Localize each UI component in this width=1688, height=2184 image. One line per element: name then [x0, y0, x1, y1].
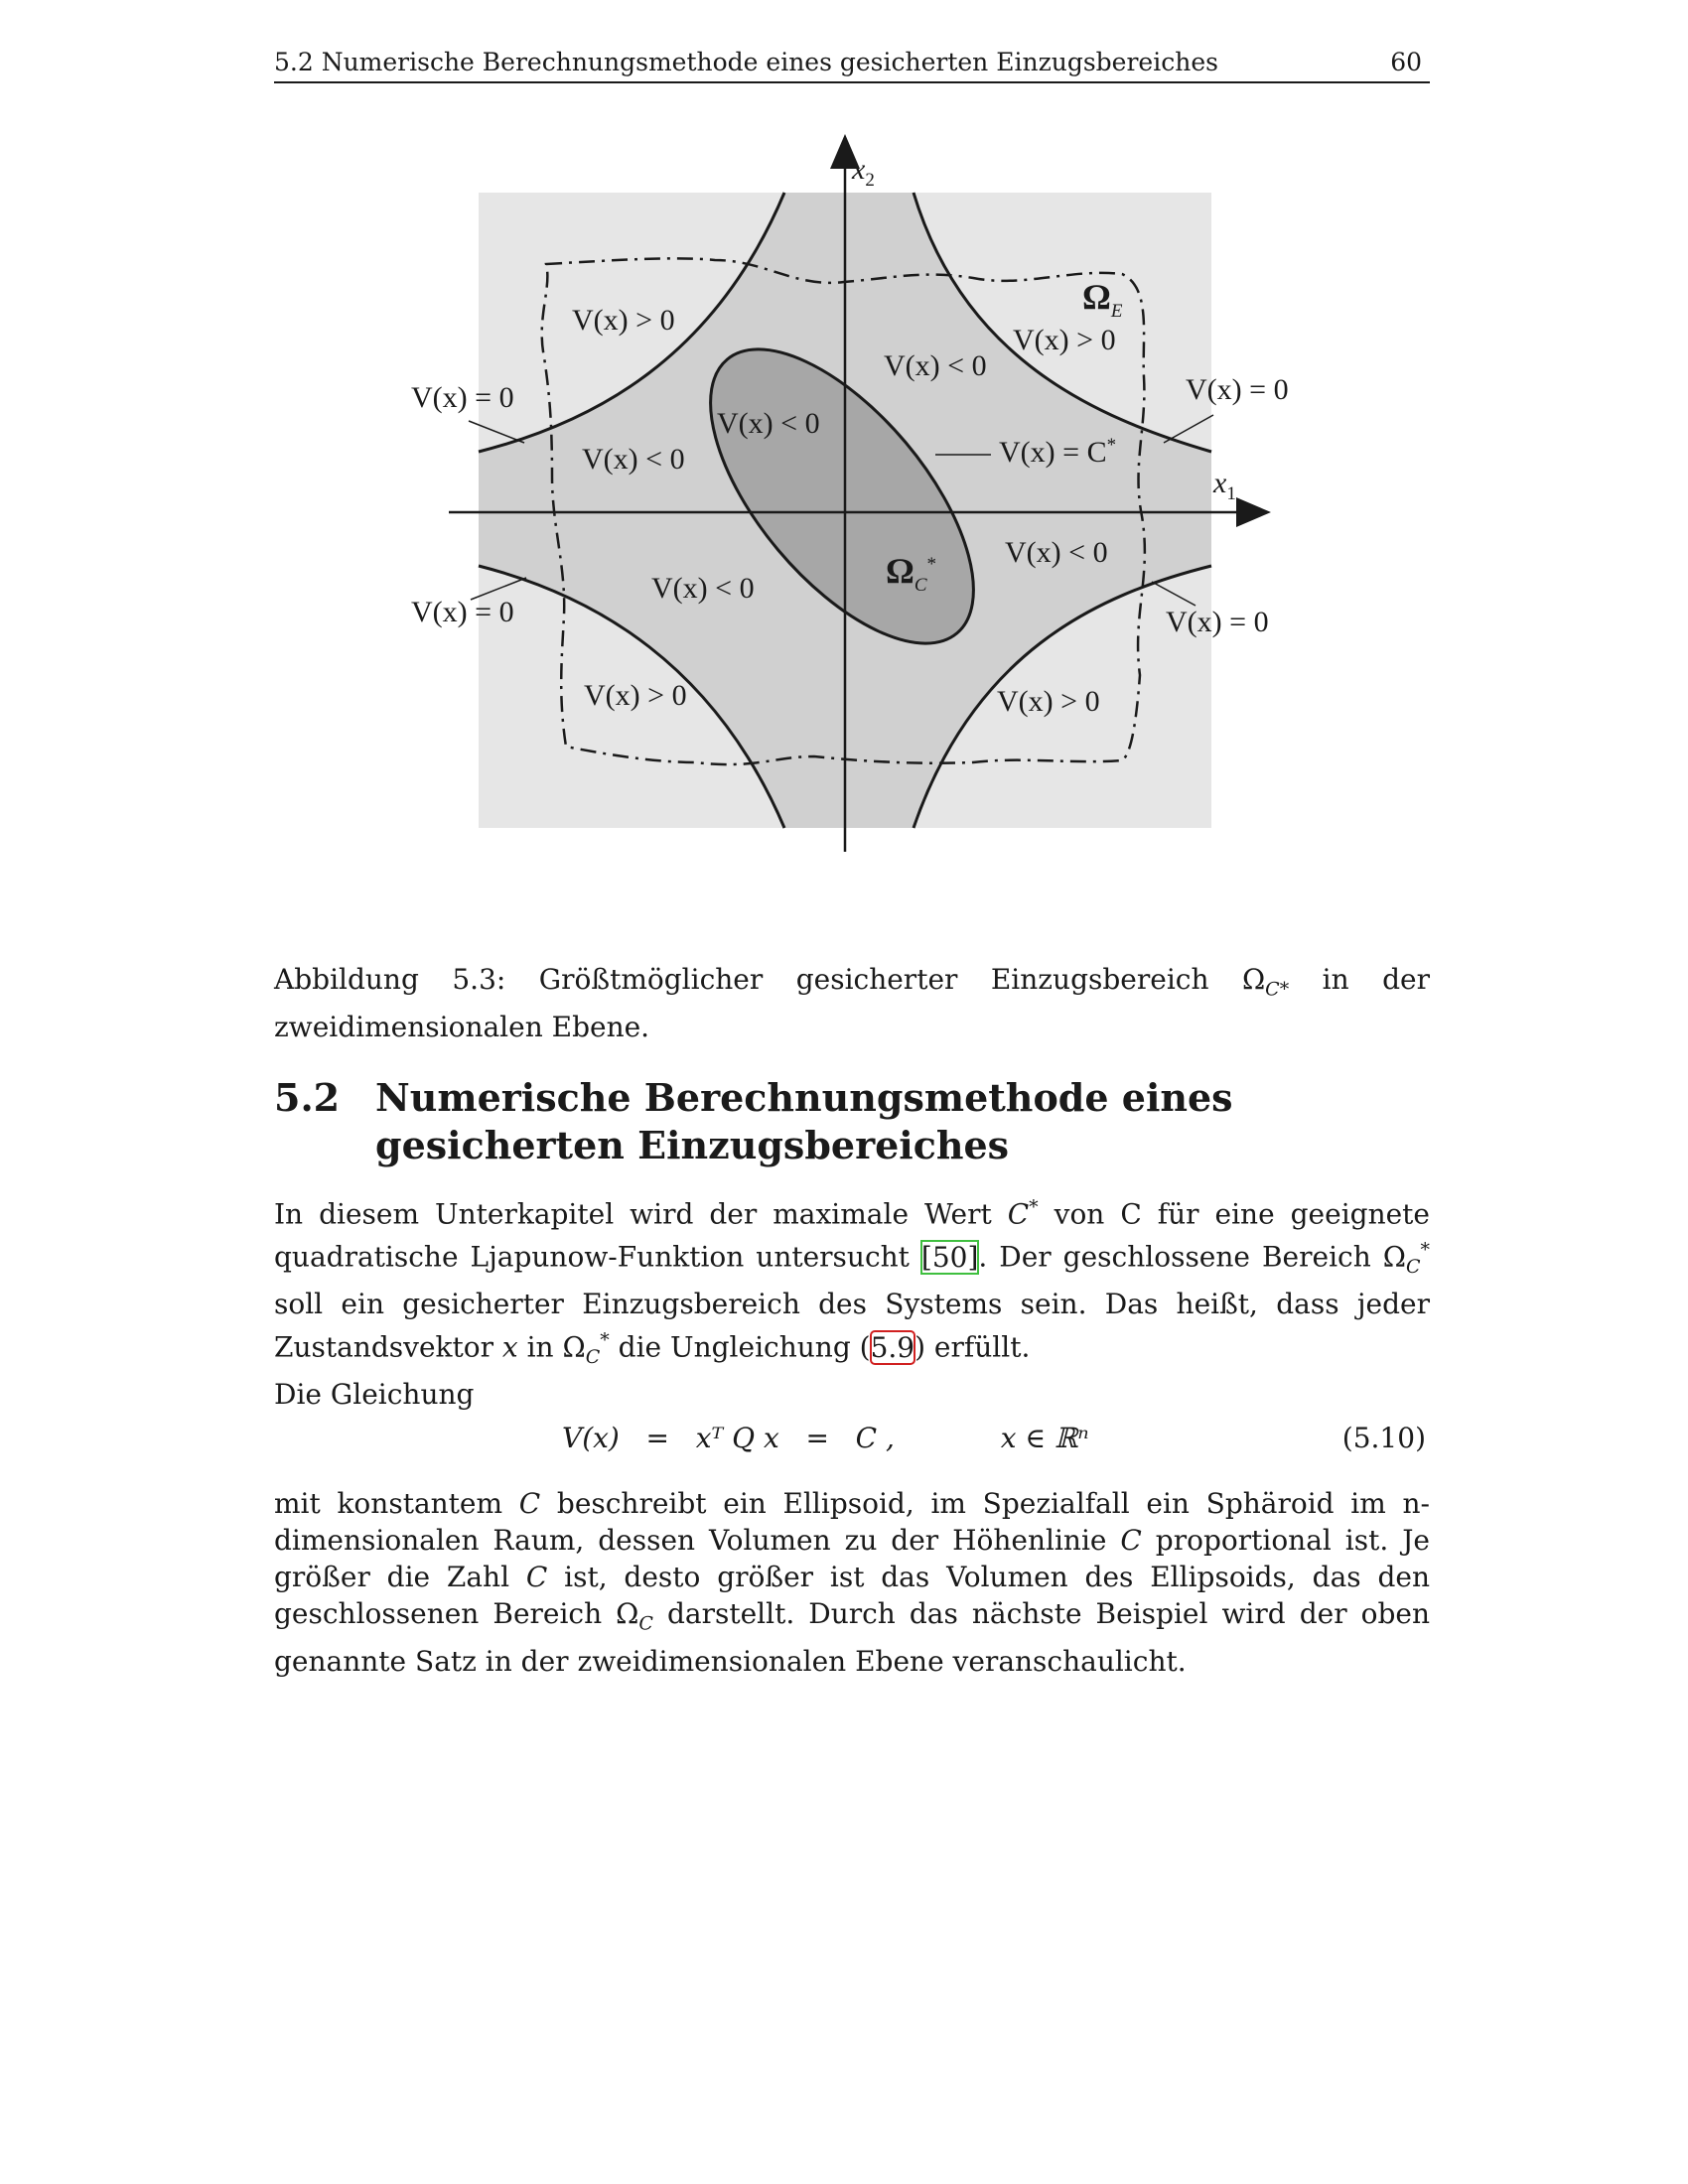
paragraph-intro: In diesem Unterkapitel wird der maximale Wert C* von C für eine geeignete quadratische Ljapunow-Funktion untersucht [50]. Der geschlossene Bereich $\Omega_C^*$ soll ein gesicherter Einzugsbereich des Systems sein. Das heißt, dass jeder Zustandsvektor x in $\Omega_C^*$ die Ungleichung (5.9) erfüllt. — [274, 1196, 1431, 1369]
label-vdot-lt-left: V(x) < 0 — [582, 443, 685, 476]
label-vdot-gt-top-left: V(x) > 0 — [572, 304, 675, 337]
section-number: 5.2 — [274, 1075, 341, 1120]
label-vdot-eq-bottom-right: V(x) = 0 — [1166, 606, 1269, 638]
citation-link[interactable]: [50] — [920, 1240, 979, 1274]
equation-body: V(x) = xᵀ Q x = C , x ∈ ℝⁿ — [562, 1422, 1089, 1454]
equation-number: (5.10) — [1341, 1422, 1426, 1454]
axis-label-x2: $x_2$ — [852, 153, 875, 191]
label-vdot-lt-ellipse: V(x) < 0 — [717, 407, 820, 440]
label-vdot-eq-bottom-left: V(x) = 0 — [411, 596, 514, 628]
page-number: 60 — [1390, 48, 1422, 76]
running-title: 5.2 Numerische Berechnungsmethode eines gesicherten Einzugsbereiches — [274, 48, 1218, 76]
label-vdot-gt-bottom-left: V(x) > 0 — [584, 679, 687, 712]
figure-caption: Abbildung 5.3: Größtmöglicher gesicherter Einzugsbereich $\Omega_{C*}$ in der zweidimensionalen Ebene. — [274, 963, 1431, 1043]
axis-label-x1: $x_1$ — [1213, 467, 1236, 504]
label-vdot-lt-inner-top: V(x) < 0 — [884, 349, 987, 382]
paragraph-equation-intro: Die Gleichung — [274, 1378, 475, 1411]
omega-c-label: $\Omega_C^*$ — [886, 551, 937, 597]
label-vdot-eq-top-left: V(x) = 0 — [411, 381, 514, 414]
level-line-label: V(x) = C* — [999, 435, 1117, 469]
label-vdot-lt-right: V(x) < 0 — [1005, 536, 1108, 569]
label-vdot-eq-top-right: V(x) = 0 — [1186, 373, 1289, 406]
figure-region-of-attraction — [0, 0, 1688, 893]
paragraph-ellipsoid: mit konstantem C beschreibt ein Ellipsoid, im Spezialfall ein Sphäroid im n-dimensionalen Raum, dessen Volumen zu der Höhenlinie C proportional ist. Je größer die Zahl C ist, desto größer ist das Volumen des Ellipsoids, das den geschlossenen Bereich $\Omega_C$ darstellt. Durch das nächste Beispiel wird der oben genannte Satz in der zweidimensionalen Ebene veranschaulicht. — [274, 1487, 1431, 1678]
equation-ref-link[interactable]: 5.9 — [870, 1330, 915, 1364]
figure-drawing — [0, 0, 1688, 893]
label-vdot-gt-top-right: V(x) > 0 — [1013, 324, 1116, 356]
omega-e-label: $\Omega_E$ — [1082, 277, 1123, 323]
label-vdot-gt-bottom-right: V(x) > 0 — [997, 685, 1100, 718]
label-vdot-lt-bottom: V(x) < 0 — [651, 572, 755, 605]
equation-5-10 — [274, 1422, 1430, 1461]
section-title: Numerische Berechnungsmethode eines gesicherten Einzugsbereiches — [375, 1075, 1233, 1167]
